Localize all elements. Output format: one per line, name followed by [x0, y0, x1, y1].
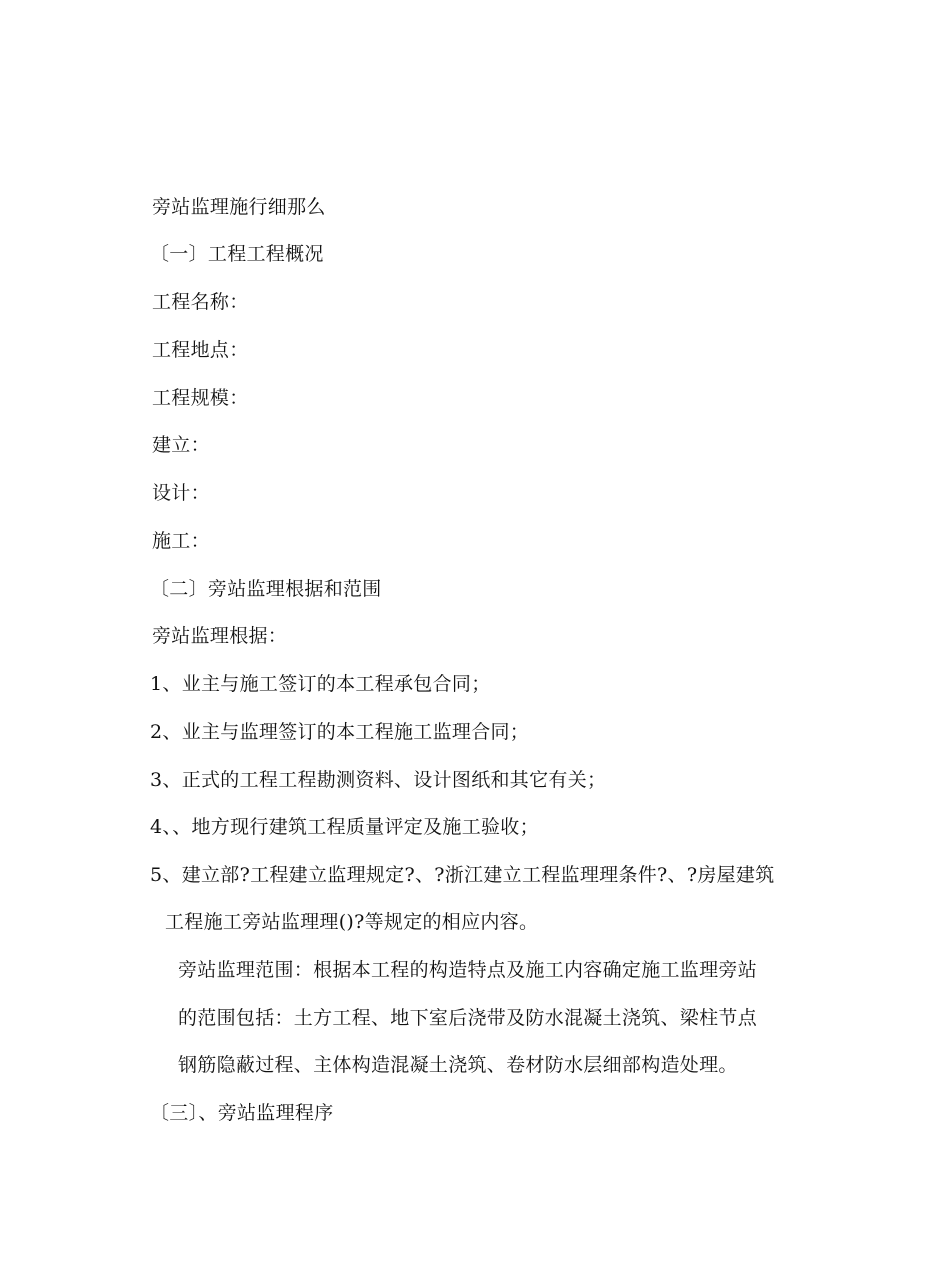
basis-item: 2、业主与监理签订的本工程施工监理合同；: [150, 721, 530, 743]
field-project-scale: 工程规模：: [152, 387, 249, 409]
document-title: 旁站监理施行细那么: [152, 196, 326, 218]
field-construction: 建立：: [152, 434, 210, 456]
basis-item-continuation: 工程施工旁站监理理()?等规定的相应内容。: [165, 911, 539, 933]
section-heading-overview: 〔一〕工程工程概况: [150, 243, 324, 265]
basis-item: 1、业主与施工签订的本工程承包合同；: [150, 673, 491, 695]
field-builder: 施工：: [152, 530, 210, 552]
basis-item: 4、、地方现行建筑工程质量评定及施工验收；: [150, 816, 539, 838]
scope-paragraph-line: 旁站监理范围：根据本工程的构造特点及施工内容确定施工监理旁站: [178, 959, 758, 981]
field-project-name: 工程名称：: [152, 291, 249, 313]
section-heading-basis-scope: 〔二〕旁站监理根据和范围: [150, 578, 382, 600]
field-project-location: 工程地点：: [152, 339, 249, 361]
scope-paragraph-line: 的范围包括：土方工程、地下室后浇带及防水混凝土浇筑、梁柱节点: [178, 1007, 758, 1029]
section-heading-procedure: 〔三〕、旁站监理程序: [150, 1102, 334, 1124]
basis-item: 5、建立部?工程建立监理规定?、?浙江建立工程监理理条件?、?房屋建筑: [150, 864, 775, 886]
scope-paragraph-line: 钢筋隐蔽过程、主体构造混凝土浇筑、卷材防水层细部构造处理。: [178, 1054, 738, 1076]
field-design: 设计：: [152, 482, 210, 504]
basis-item: 3、正式的工程工程勘测资料、设计图纸和其它有关；: [150, 769, 607, 791]
basis-label: 旁站监理根据：: [152, 625, 288, 647]
